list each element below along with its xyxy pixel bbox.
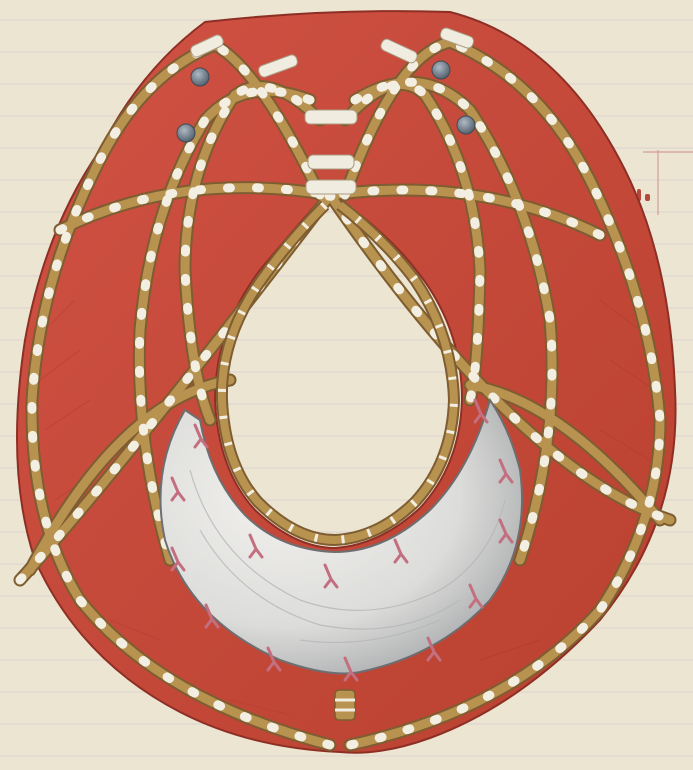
stud [177, 124, 195, 142]
stud [432, 61, 450, 79]
stud [191, 68, 209, 86]
front-toggle [335, 690, 355, 720]
margin-marks [643, 150, 693, 215]
stud [457, 116, 475, 134]
